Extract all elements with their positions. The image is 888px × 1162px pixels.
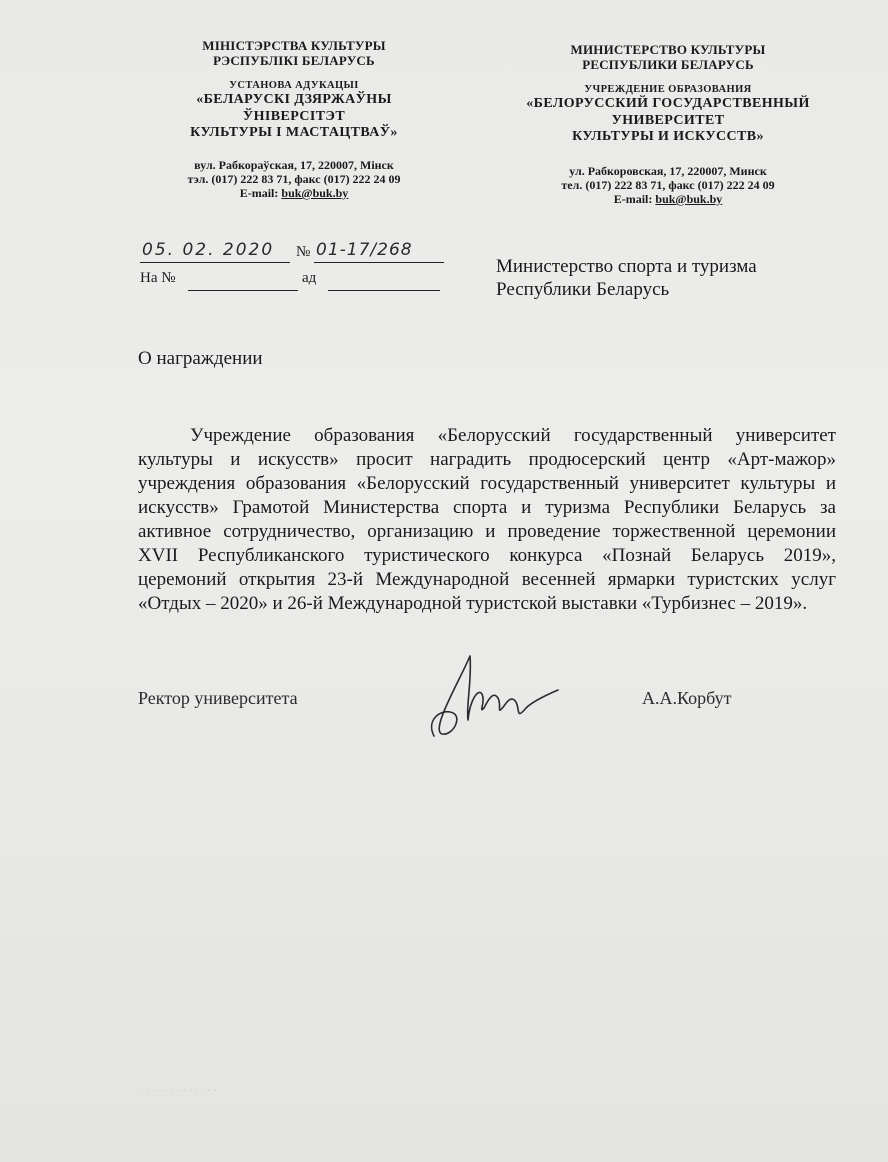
handwritten-date: 05. 02. 2020	[142, 240, 275, 260]
phone-ru: тел. (017) 222 83 71, факс (017) 222 24 09	[561, 177, 775, 192]
recipient: Министерство спорта и туризма Республики Беларусь	[496, 256, 757, 300]
institution-name-be: «БЕЛАРУСКІ ДЗЯРЖАЎНЫ ЎНІВЕРСІТЭТ КУЛЬТУРЫ І МАСТАЦТВАЎ»	[190, 92, 398, 141]
address-be: вул. Рабкораўская, 17, 220007, Мінск	[194, 157, 394, 172]
number-underline	[314, 262, 444, 263]
phone-be: тэл. (017) 222 83 71, факс (017) 222 24 09	[187, 171, 401, 186]
letterhead-belarusian	[148, 38, 440, 200]
email-ru: E-mail: buk@buk.by	[613, 191, 723, 206]
subject-line: О награждении	[138, 348, 263, 369]
signatory-title: Ректор университета	[138, 688, 298, 708]
email-link-be[interactable]: buk@buk.by	[281, 185, 349, 200]
reply-number-line	[188, 290, 298, 291]
handwritten-signature-icon	[420, 650, 560, 750]
date-underline	[140, 262, 290, 263]
reply-from-line	[328, 290, 440, 291]
institution-type-be: УСТАНОВА АДУКАЦЫІ	[229, 79, 359, 91]
reference-block	[140, 240, 450, 288]
reply-from-label: ад	[302, 270, 317, 286]
address-ru: ул. Рабкоровская, 17, 220007, Минск	[569, 163, 767, 178]
email-link-ru[interactable]: buk@buk.by	[655, 191, 723, 206]
incoming-reference	[140, 264, 450, 288]
letter-body: Учреждение образования «Белорусский государственный университет культуры и искусств» просит наградить продюсерский центр «Арт-мажор» учреждения образования «Белорусский государственный университет культуры и искусств» Грамотой Министерства спорта и туризма Республики Беларусь за активное сотрудничество, организацию и проведение торжественной церемонии XVII Республиканского туристического конкурса «Познай Беларусь 2019», церемоний открытия 23-й Международной весенней ярмарки туристских услуг «Отдых – 2020» и 26-й Международной туристской выставки «Турбизнес – 2019».	[138, 425, 836, 614]
email-be: E-mail: buk@buk.by	[239, 185, 349, 200]
faint-footer-mark: · · · · · · · · · · · · · ·	[140, 1085, 223, 1096]
ministry-name-ru: МИНИСТЕРСТВО КУЛЬТУРЫ РЕСПУБЛИКИ БЕЛАРУСЬ	[570, 42, 766, 73]
signatory-name: А.А.Корбут	[642, 688, 732, 708]
institution-name-ru: «БЕЛОРУССКИЙ ГОСУДАРСТВЕННЫЙ УНИВЕРСИТЕТ КУЛЬТУРЫ И ИСКУССТВ»	[526, 96, 810, 145]
handwritten-number: 01-17/268	[316, 240, 413, 260]
ministry-name-be: МІНІСТЭРСТВА КУЛЬТУРЫ РЭСПУБЛІКІ БЕЛАРУСЬ	[202, 38, 386, 69]
reply-number-label: На №	[140, 270, 176, 286]
institution-type-ru: УЧРЕЖДЕНИЕ ОБРАЗОВАНИЯ	[584, 83, 752, 95]
letterhead-russian	[512, 42, 824, 206]
number-label: №	[296, 244, 311, 260]
outgoing-reference	[140, 240, 450, 264]
